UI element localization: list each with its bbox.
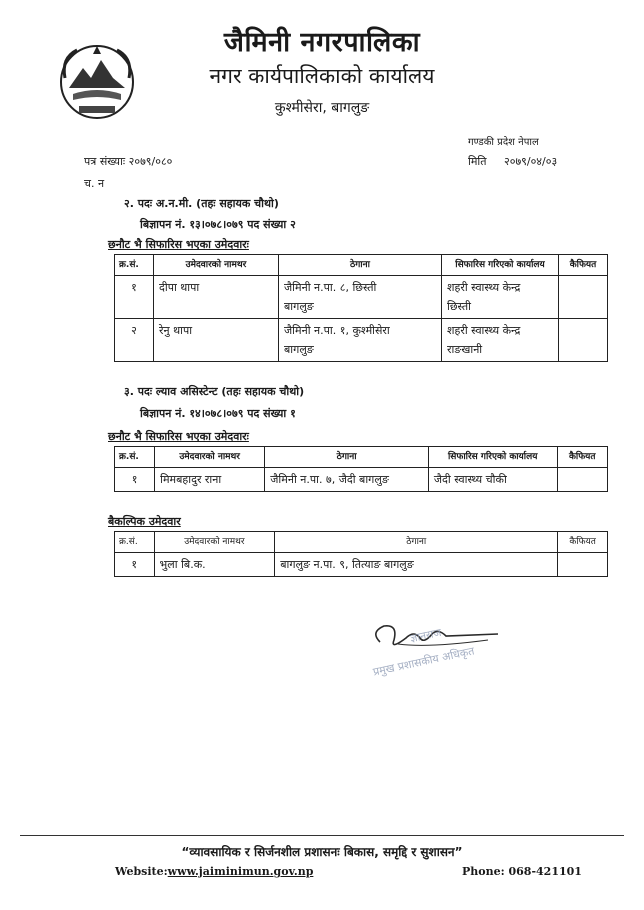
- col-name: उमेदवारको नामथर: [154, 532, 275, 553]
- col-office: सिफारिस गरिएको कार्यालय: [428, 447, 557, 468]
- col-office: सिफारिस गरिएको कार्यालय: [442, 255, 559, 276]
- cell-sn: १: [115, 276, 154, 319]
- section2-ad: बिज्ञापन नं. १३।०७८।०७९ पद संख्या २: [140, 218, 296, 231]
- cell-office: शहरी स्वास्थ्य केन्द्र राङखानी: [442, 319, 559, 362]
- cell-address: जैमिनी न.पा. ७, जैदी बागलुङ: [265, 468, 429, 492]
- cell-address: जैमिनी न.पा. ८, छिस्ती बागलुङ: [279, 276, 442, 319]
- col-sn: क्र.सं.: [115, 532, 155, 553]
- website-label: Website:: [115, 865, 168, 878]
- cell-name: भुला बि.क.: [154, 553, 275, 577]
- col-remarks: कैफियत: [559, 255, 608, 276]
- col-remarks: कैफियत: [558, 532, 608, 553]
- table-row: [115, 553, 608, 577]
- date-value: २०७९/०४/०३: [504, 155, 558, 168]
- col-sn: क्र.सं.: [115, 255, 154, 276]
- col-name: उमेदवारको नामथर: [154, 255, 279, 276]
- cell-address: जैमिनी न.पा. १, कुश्मीसेरा बागलुङ: [279, 319, 442, 362]
- office-name: नगर कार्यपालिकाको कार्यालय: [209, 64, 435, 88]
- selected-table-2: [114, 446, 608, 492]
- stamp-line1: ज्ञानराज: [408, 625, 443, 646]
- table-row: [115, 319, 608, 362]
- cell-address: बागलुङ न.पा. ९, तित्याङ बागलुङ: [275, 553, 558, 577]
- cell-sn: १: [115, 468, 155, 492]
- org-name: जैमिनी नगरपालिका: [223, 27, 421, 58]
- date-label: मिति: [468, 155, 487, 168]
- section2-heading: छनौट भै सिफारिस भएका उमेदवारः: [108, 238, 249, 251]
- cell-name: रेनु थापा: [154, 319, 279, 362]
- selected-table-1: [114, 254, 608, 362]
- footer-phone: Phone: 068-421101: [462, 865, 582, 878]
- alternate-table: [114, 531, 608, 577]
- table-row: [115, 468, 608, 492]
- cell-sn: १: [115, 553, 155, 577]
- footer-motto: “व्यावसायिक र सिर्जनशील प्रशासनः बिकास, समृद्दि र सुशासन”: [181, 845, 463, 859]
- stamp-line2: प्रमुख प्रशासकीय अधिकृत: [371, 644, 476, 679]
- letter-ref: पत्र संख्याः २०७९/०८०: [84, 155, 173, 168]
- footer-divider: [20, 835, 624, 836]
- website-link[interactable]: www.jaiminimun.gov.np: [167, 865, 314, 878]
- section3-heading: छनौट भै सिफारिस भएका उमेदवारः: [108, 430, 249, 443]
- section3-ad: बिज्ञापन नं. १४।०७८।०७९ पद संख्या १: [140, 407, 296, 420]
- province: गण्डकी प्रदेश नेपाल: [468, 137, 539, 148]
- col-address: ठेगाना: [275, 532, 558, 553]
- col-remarks: कैफियत: [557, 447, 607, 468]
- cell-office: शहरी स्वास्थ्य केन्द्र छिस्ती: [442, 276, 559, 319]
- table-row: [115, 276, 608, 319]
- col-address: ठेगाना: [265, 447, 429, 468]
- cell-remarks: [558, 553, 608, 577]
- footer-website: [115, 865, 313, 878]
- section3-post: ३. पदः ल्याव असिस्टेन्ट (तहः सहायक चौथो): [124, 385, 305, 398]
- cell-sn: २: [115, 319, 154, 362]
- cell-remarks: [557, 468, 607, 492]
- cell-name: मिमबहादुर राना: [155, 468, 265, 492]
- cell-name: दीपा थापा: [154, 276, 279, 319]
- cell-remarks: [559, 319, 608, 362]
- cell-office: जैदी स्वास्थ्य चौकी: [428, 468, 557, 492]
- col-address: ठेगाना: [279, 255, 442, 276]
- col-name: उमेदवारको नामथर: [155, 447, 265, 468]
- section2-post: २. पदः अ.न.मी. (तहः सहायक चौथो): [124, 197, 279, 210]
- cell-remarks: [559, 276, 608, 319]
- office-address: कुश्मीसेरा, बागलुङ: [274, 100, 370, 116]
- col-sn: क्र.सं.: [115, 447, 155, 468]
- cha-na: च. न: [84, 177, 105, 190]
- alternate-heading: बैकल्पिक उमेदवार: [108, 515, 181, 528]
